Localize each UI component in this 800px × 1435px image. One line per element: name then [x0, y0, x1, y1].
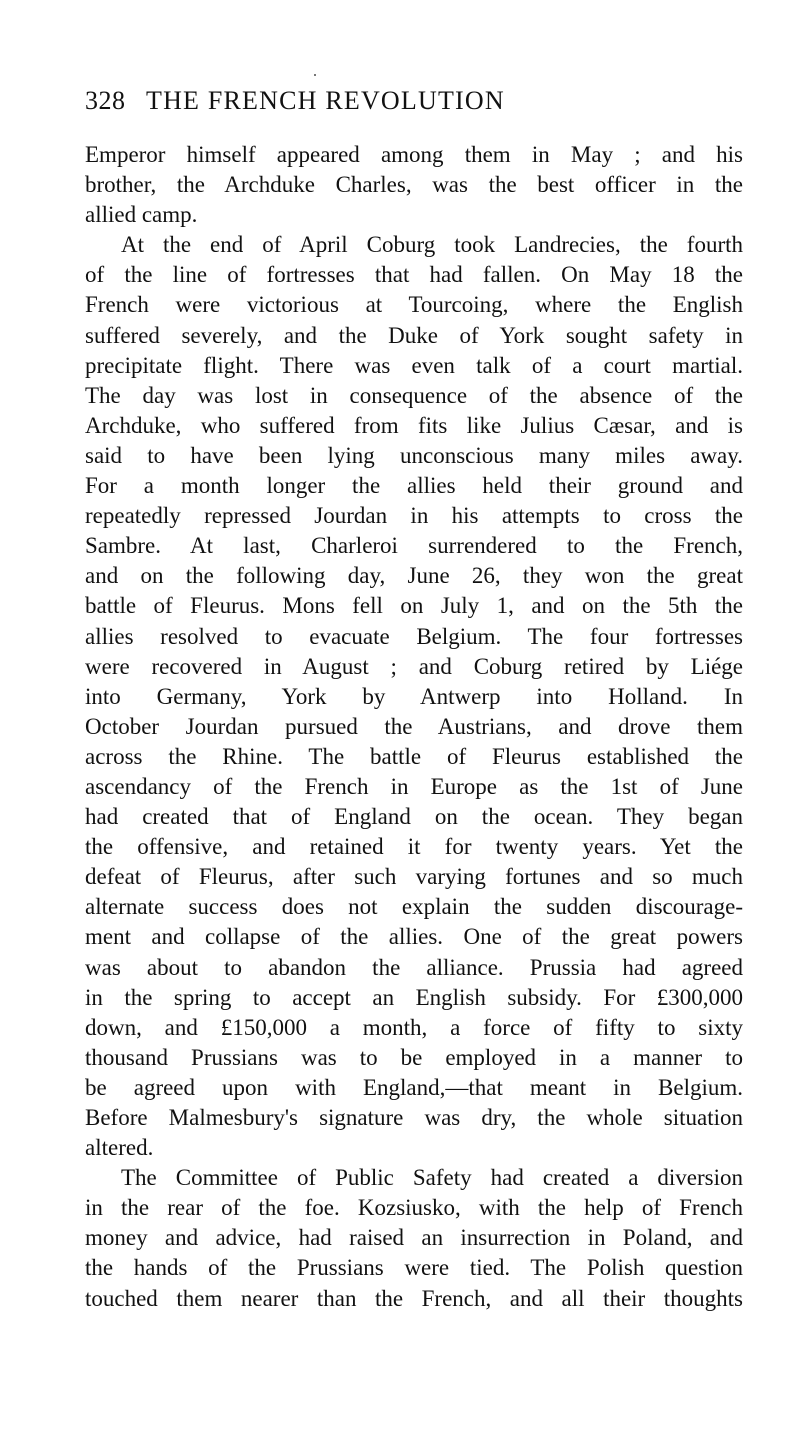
text-line: be agreed upon with England,—that meant in Belgium.: [85, 1074, 743, 1100]
specks: [314, 74, 316, 76]
text-line: allies resolved to evacuate Belgium. The four fortresses: [85, 623, 743, 649]
text-line: in the rear of the foe. Kozsiusko, with the help of French: [85, 1195, 743, 1221]
text-line: thousand Prussians was to be employed in a manner to: [85, 1044, 743, 1070]
text-line: ascendancy of the French in Europe as the 1st of June: [85, 773, 743, 799]
text-line: repeatedly repressed Jourdan in his attempts to cross the: [85, 503, 743, 529]
text-line: The Committee of Public Safety had created a diversion: [121, 1165, 743, 1191]
text-line: across the Rhine. The battle of Fleurus established the: [85, 743, 743, 769]
text-line: The day was lost in consequence of the absence of the: [85, 382, 743, 408]
text-line: into Germany, York by Antwerp into Holland. In: [85, 683, 743, 709]
text-line: allied camp.: [85, 202, 198, 228]
text-line: Archduke, who suffered from fits like Julius Cæsar, and is: [85, 412, 743, 438]
text-line: precipitate flight. There was even talk of a court martial.: [85, 352, 743, 378]
text-line: For a month longer the allies held their ground and: [85, 473, 743, 499]
text-line: touched them nearer than the French, and all their thoughts: [85, 1285, 743, 1311]
text-line: in the spring to accept an English subsidy. For £300,000: [85, 984, 743, 1010]
text-line: October Jourdan pursued the Austrians, and drove them: [85, 713, 743, 739]
text-line: brother, the Archduke Charles, was the best officer in the: [85, 172, 743, 198]
text-line: At the end of April Coburg took Landrecies, the fourth: [121, 232, 743, 258]
text-line: the offensive, and retained it for twenty years. Yet the: [85, 834, 743, 860]
running-header: [85, 86, 745, 122]
text-line: Before Malmesbury's signature was dry, the whole situation: [85, 1105, 743, 1130]
text-line: ment and collapse of the allies. One of the great powers: [85, 924, 743, 950]
text-line: Sambre. At last, Charleroi surrendered to the French,: [85, 533, 743, 559]
text-line: the hands of the Prussians were tied. The Polish question: [85, 1255, 743, 1281]
text-line: suffered severely, and the Duke of York sought safety in: [85, 322, 743, 348]
text-line: down, and £150,000 a month, a force of fifty to sixty: [85, 1014, 743, 1040]
text-line: were recovered in August ; and Coburg retired by Liége: [85, 653, 743, 679]
text-line: Emperor himself appeared among them in May ; and his: [85, 142, 743, 167]
body-text: [85, 140, 743, 1314]
text-line: and on the following day, June 26, they won the great: [85, 563, 743, 589]
text-line: had created that of England on the ocean. They began: [85, 804, 743, 830]
text-line: money and advice, had raised an insurrection in Poland, and: [85, 1225, 743, 1251]
text-line: defeat of Fleurus, after such varying fortunes and so much: [85, 864, 743, 890]
text-line: French were victorious at Tourcoing, where the English: [85, 292, 743, 318]
page-number: 328: [85, 86, 126, 115]
text-line: alternate success does not explain the sudden discourage-: [85, 894, 743, 920]
text-line: of the line of fortresses that had fallen. On May 18 the: [85, 262, 743, 288]
text-line: battle of Fleurus. Mons fell on July 1, and on the 5th the: [85, 593, 743, 619]
text-line: altered.: [85, 1135, 154, 1161]
text-line: was about to abandon the alliance. Prussia had agreed: [85, 954, 743, 980]
running-title: THE FRENCH REVOLUTION: [146, 86, 505, 115]
text-line: said to have been lying unconscious many miles away.: [85, 442, 743, 468]
